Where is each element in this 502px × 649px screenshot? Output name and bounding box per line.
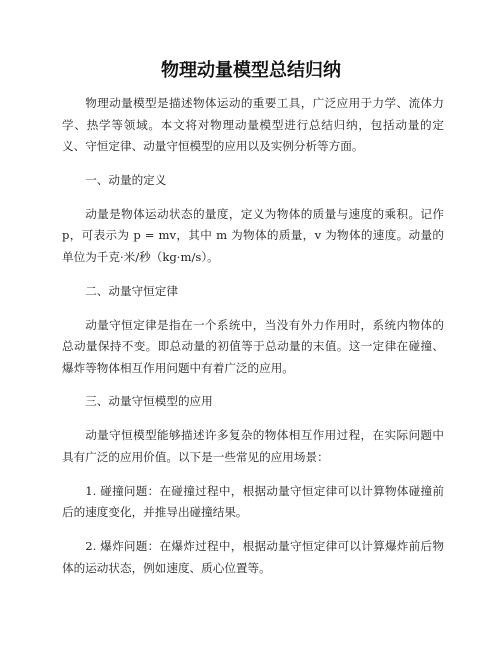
document-body [62, 93, 444, 591]
intro-paragraph: 物理动量模型是描述物体运动的重要工具，广泛应用于力学、流体力学、热学等领域。本文将对物理动量模型进行总结归纳，包括动量的定义、守恒定律、动量守恒模型的应用以及实例分析等方面。 [62, 96, 444, 154]
section-text-applications: 动量守恒模型能够描述许多复杂的物体相互作用过程，在实际问题中具有广泛的应用价值。以下是一些常见的应用场景： [62, 428, 444, 464]
section-heading-conservation-law: 二、动量守恒定律 [85, 283, 178, 298]
section-heading-definition: 一、动量的定义 [85, 172, 167, 187]
list-item-collision: 1. 碰撞问题：在碰撞过程中，根据动量守恒定律可以计算物体碰撞前后的速度变化，并推导出碰撞结果。 [62, 483, 444, 520]
document-title: 物理动量模型总结归纳 [161, 60, 341, 81]
section-heading-applications: 三、动量守恒模型的应用 [85, 394, 213, 409]
section-text-conservation-law: 动量守恒定律是指在一个系统中，当没有外力作用时，系统内物体的总动量保持不变。即总动量的初值等于总动量的末值。这一定律在碰撞、爆炸等物体相互作用问题中有着广泛的应用。 [62, 317, 444, 375]
list-item-explosion: 2. 爆炸问题：在爆炸过程中，根据动量守恒定律可以计算爆炸前后物体的运动状态，例如速度、质心位置等。 [62, 539, 444, 575]
section-text-definition: 动量是物体运动状态的量度，定义为物体的质量与速度的乘积。记作 p，可表示为 p = mv，其中 m 为物体的质量，v 为物体的速度。动量的单位为千克·米/秒（kg·m/s）。 [62, 206, 444, 264]
